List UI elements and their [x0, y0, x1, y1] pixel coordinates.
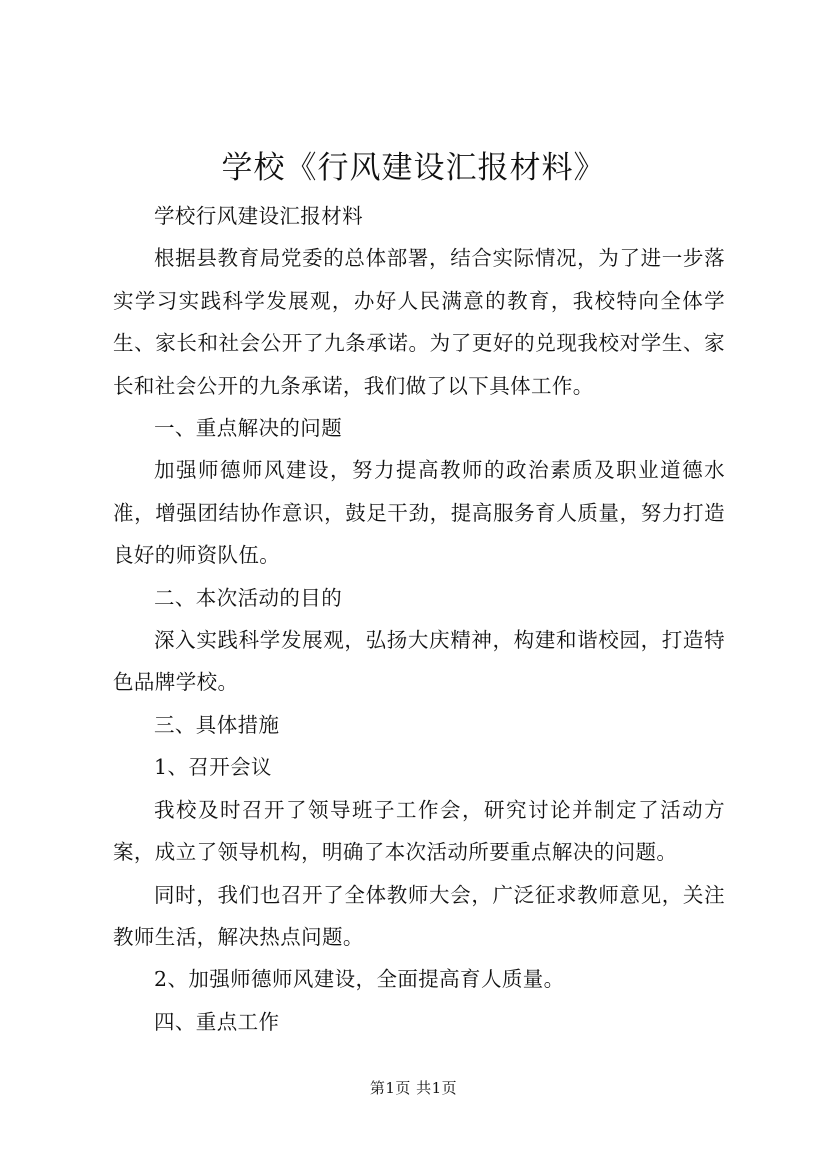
paragraph-subtitle: 学校行风建设汇报材料 — [154, 204, 363, 228]
paragraph-section-2: 深入实践科学发展观，弘扬大庆精神，构建和谐校园，打造特色品牌学校。 — [113, 628, 725, 695]
page-number-footer: 第1页 共1页 — [369, 1079, 458, 1097]
subheading-1: 1、召开会议 — [154, 755, 272, 780]
subheading-2: 2、加强师德师风建设，全面提高育人质量。 — [154, 967, 565, 992]
document-body — [113, 195, 725, 1043]
document-title: 学校《行风建设汇报材料》 — [221, 150, 606, 186]
section-heading-3: 三、具体措施 — [154, 712, 280, 737]
paragraph-intro: 根据县教育局党委的总体部署，结合实际情况，为了进一步落实学习实践科学发展观，办好人民满意的教育，我校特向全体学生、家长和社会公开了九条承诺。为了更好的兑现我校对学生、家长和社会公开的九条承诺，我们做了以下具体工作。 — [113, 246, 725, 398]
section-heading-1: 一、重点解决的问题 — [154, 416, 343, 441]
paragraph-section-1: 加强师德师风建设，努力提高教师的政治素质及职业道德水准，增强团结协作意识，鼓足干劲，提高服务育人质量，努力打造良好的师资队伍。 — [113, 458, 725, 568]
paragraph-meeting: 我校及时召开了领导班子工作会，研究讨论并制定了活动方案，成立了领导机构，明确了本次活动所要重点解决的问题。 — [113, 797, 725, 865]
section-heading-4: 四、重点工作 — [154, 1009, 280, 1034]
section-heading-2: 二、本次活动的目的 — [154, 585, 343, 610]
paragraph-teachers-meeting: 同时，我们也召开了全体教师大会，广泛征求教师意见，关注教师生活，解决热点问题。 — [113, 882, 725, 949]
